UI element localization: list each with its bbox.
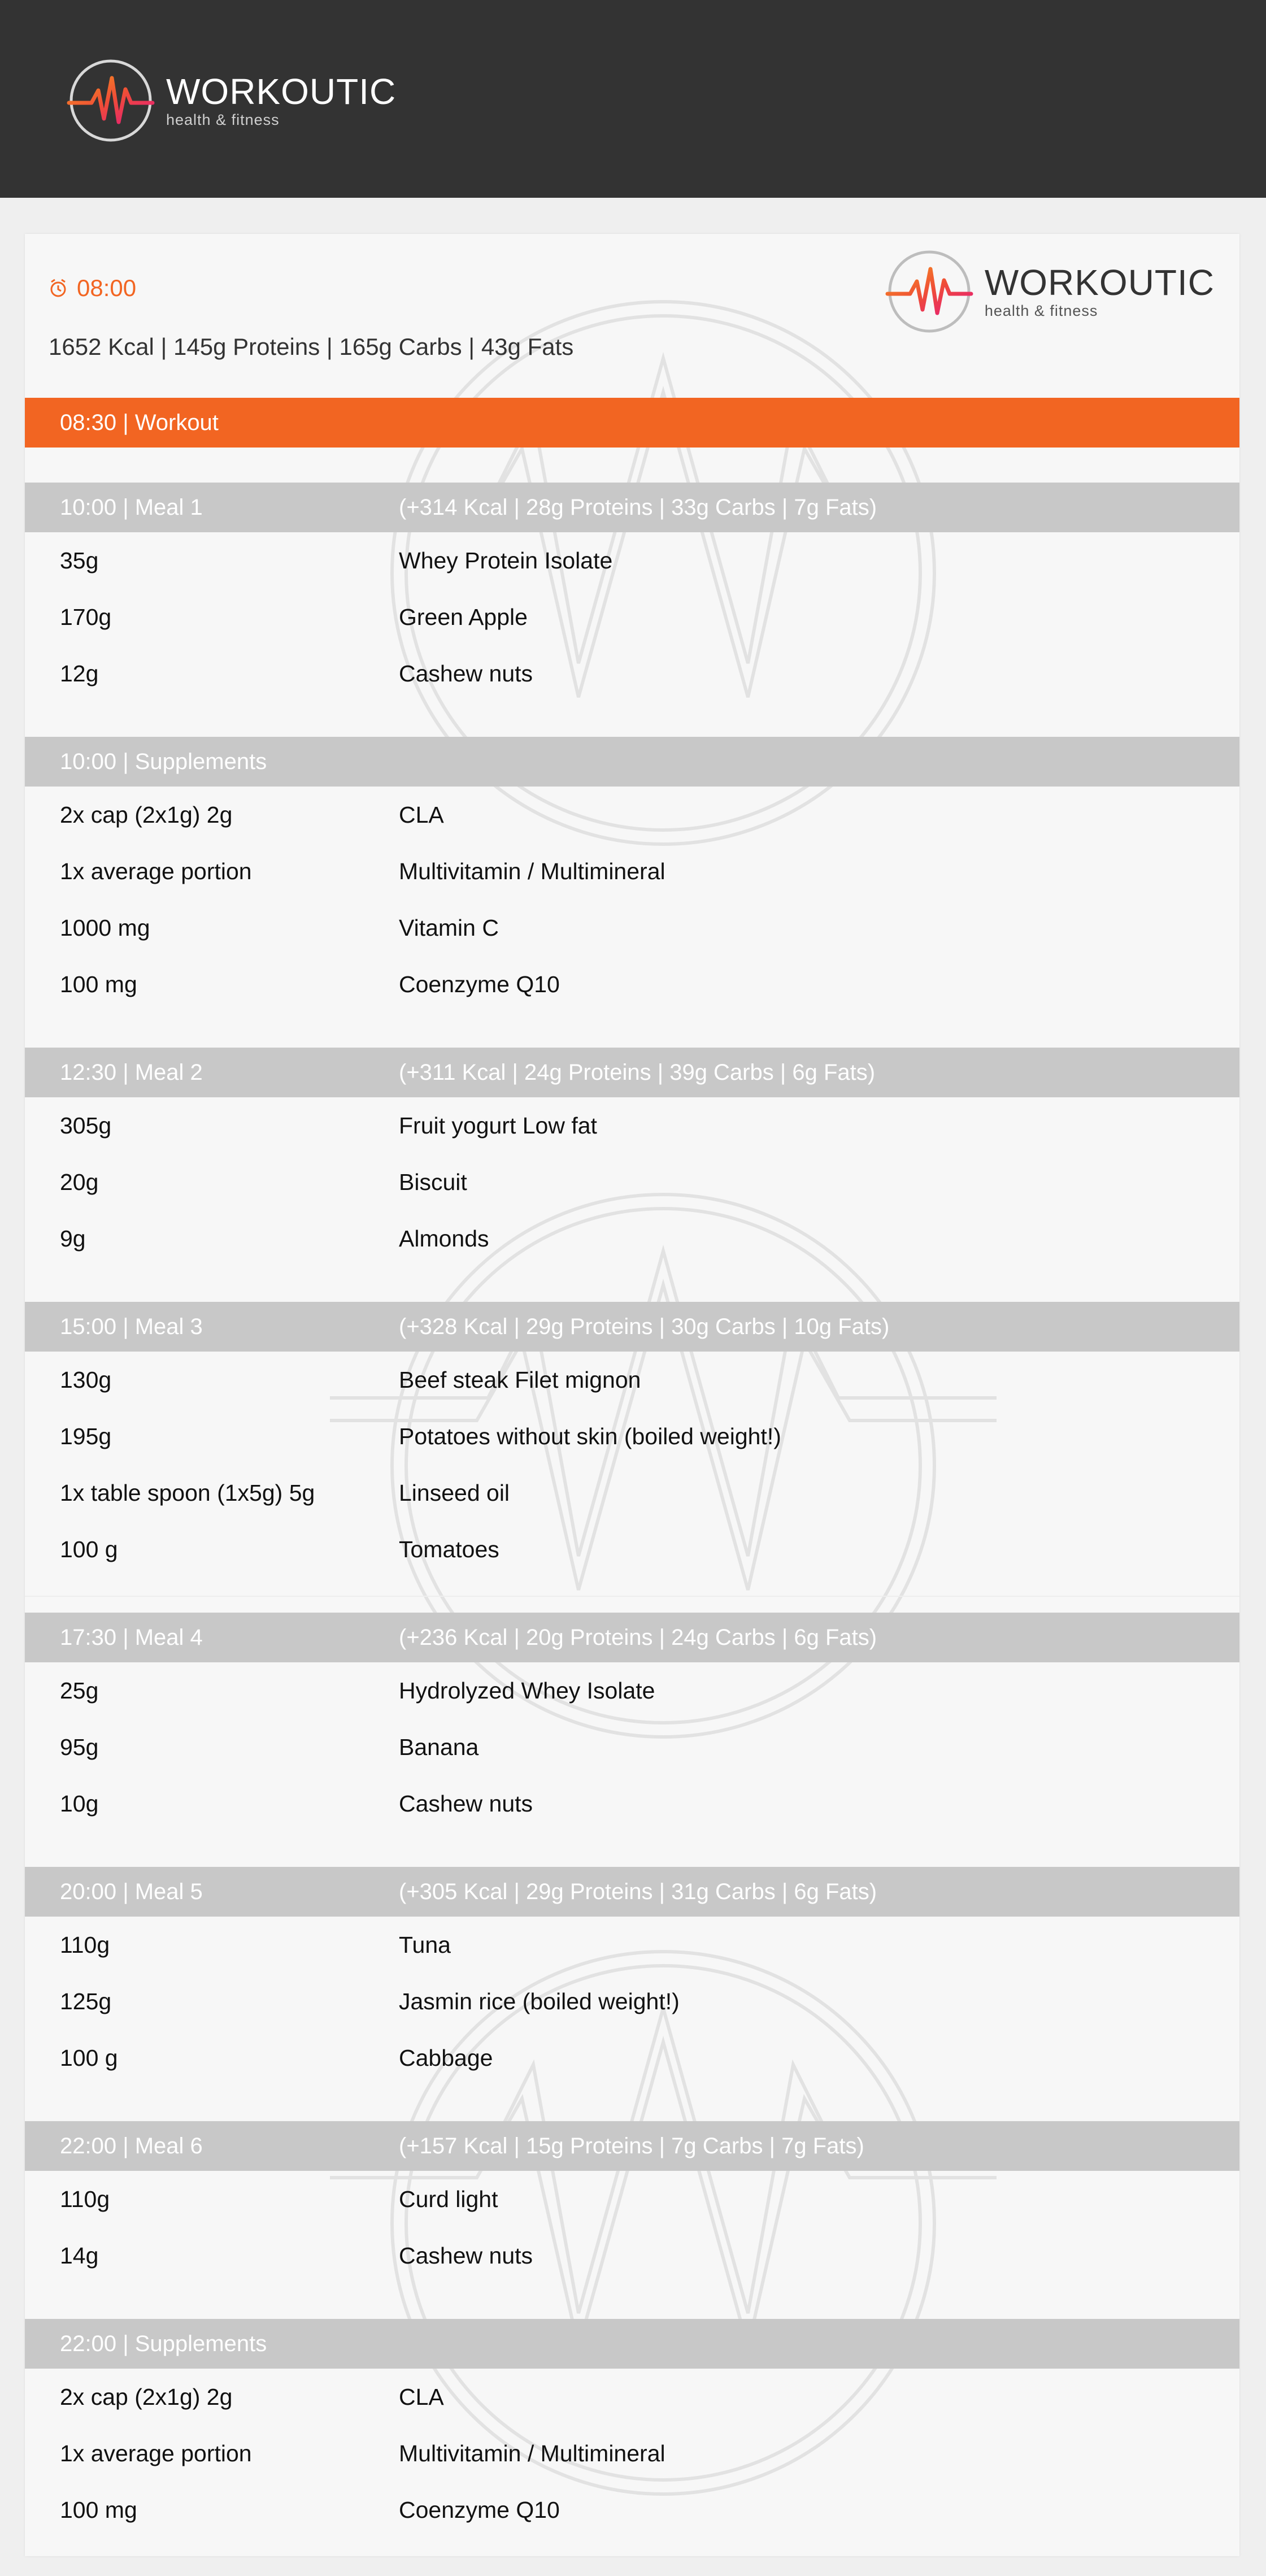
food-name: Beef steak Filet mignon [399, 1367, 641, 1393]
section-title: 17:30 | Meal 4 [60, 1625, 203, 1650]
food-amount: 35g [60, 548, 99, 574]
food-row [25, 1775, 1239, 1832]
section-header [25, 2121, 1239, 2171]
food-row [25, 2425, 1239, 2482]
food-name: Coenzyme Q10 [399, 971, 560, 997]
section-header [25, 1867, 1239, 1917]
food-row [25, 532, 1239, 589]
food-name: Cashew nuts [399, 2243, 533, 2269]
section-macros: (+305 Kcal | 29g Proteins | 31g Carbs | 6g Fats) [399, 1879, 877, 1904]
food-row [25, 787, 1239, 843]
food-amount: 130g [60, 1367, 112, 1393]
section-header [25, 1302, 1239, 1352]
food-row [25, 1465, 1239, 1521]
section-title: 12:30 | Meal 2 [60, 1060, 203, 1085]
food-name: Potatoes without skin (boiled weight!) [399, 1423, 781, 1449]
food-name: Tuna [399, 1932, 451, 1958]
food-row [25, 2171, 1239, 2227]
food-name: Cashew nuts [399, 661, 533, 687]
section-header [25, 1613, 1239, 1662]
section-title: 10:00 | Meal 1 [60, 495, 203, 520]
food-amount: 1x average portion [60, 858, 252, 884]
food-amount: 10g [60, 1791, 99, 1817]
section-title: 20:00 | Meal 5 [60, 1879, 203, 1904]
top-header-bar [0, 0, 1266, 198]
food-amount: 25g [60, 1678, 99, 1704]
brand-tagline: health & fitness [166, 111, 280, 128]
meal-section [25, 1048, 1239, 1267]
section-title: 10:00 | Supplements [60, 749, 267, 774]
alarm-clock-icon [49, 279, 68, 298]
food-amount: 2x cap (2x1g) 2g [60, 802, 233, 828]
food-name: Curd light [399, 2186, 498, 2212]
food-amount: 20g [60, 1169, 99, 1195]
food-name: Coenzyme Q10 [399, 2497, 560, 2523]
food-amount: 1000 mg [60, 915, 150, 941]
food-row [25, 1521, 1239, 1578]
brand-name: WORKOUTIC [166, 71, 397, 112]
food-amount: 14g [60, 2243, 99, 2269]
food-row [25, 1662, 1239, 1719]
section-macros: (+311 Kcal | 24g Proteins | 39g Carbs | 6g Fats) [399, 1060, 876, 1085]
food-row [25, 1210, 1239, 1267]
top-logo[interactable] [67, 57, 396, 145]
food-row [25, 2030, 1239, 2086]
food-name: Linseed oil [399, 1480, 510, 1506]
section-header [25, 737, 1239, 787]
food-amount: 100 mg [60, 971, 137, 997]
food-row [25, 645, 1239, 702]
food-name: Vitamin C [399, 915, 499, 941]
brand-name: WORKOUTIC [984, 262, 1215, 303]
food-amount: 195g [60, 1423, 112, 1449]
food-name: Hydrolyzed Whey Isolate [399, 1678, 655, 1704]
workoutic-logo-icon [885, 247, 973, 336]
section-macros: (+314 Kcal | 28g Proteins | 33g Carbs | 7g Fats) [399, 495, 877, 520]
divider [25, 1596, 1239, 1597]
section-title: 15:00 | Meal 3 [60, 1314, 203, 1339]
meal-section [25, 483, 1239, 702]
section-title: 22:00 | Meal 6 [60, 2134, 203, 2158]
supplements-section [25, 2319, 1239, 2538]
food-row [25, 2227, 1239, 2284]
section-header [25, 1048, 1239, 1097]
supplements-section [25, 737, 1239, 1013]
food-row [25, 2482, 1239, 2538]
meal-section [25, 1302, 1239, 1578]
food-name: CLA [399, 2384, 444, 2410]
food-amount: 100 g [60, 2045, 118, 2071]
food-row [25, 1408, 1239, 1465]
food-row [25, 843, 1239, 900]
daily-summary: 1652 Kcal | 145g Proteins | 165g Carbs | 43g Fats [49, 333, 574, 360]
food-name: Green Apple [399, 604, 528, 630]
section-title: 22:00 | Supplements [60, 2331, 267, 2356]
brand-tagline: health & fitness [984, 302, 1098, 319]
food-amount: 125g [60, 1988, 112, 2014]
workout-bar [25, 398, 1239, 448]
food-amount: 2x cap (2x1g) 2g [60, 2384, 233, 2410]
food-row [25, 2369, 1239, 2425]
food-amount: 1x average portion [60, 2440, 252, 2466]
food-name: Multivitamin / Multimineral [399, 858, 665, 884]
food-name: Biscuit [399, 1169, 467, 1195]
food-row [25, 900, 1239, 956]
food-name: Almonds [399, 1226, 489, 1252]
food-name: Tomatoes [399, 1536, 499, 1562]
meal-section [25, 2121, 1239, 2284]
food-row [25, 1719, 1239, 1775]
section-header [25, 483, 1239, 532]
food-row [25, 1352, 1239, 1408]
food-amount: 100 mg [60, 2497, 137, 2523]
food-amount: 1x table spoon (1x5g) 5g [60, 1480, 315, 1506]
card-logo [885, 247, 1215, 336]
food-name: Jasmin rice (boiled weight!) [399, 1988, 680, 2014]
food-row [25, 589, 1239, 645]
food-name: Banana [399, 1734, 479, 1760]
food-row [25, 956, 1239, 1013]
meal-section [25, 1867, 1239, 2086]
food-name: Fruit yogurt Low fat [399, 1113, 597, 1139]
start-time-value: 08:00 [77, 275, 137, 301]
food-amount: 170g [60, 604, 112, 630]
food-amount: 12g [60, 661, 99, 687]
food-row [25, 1154, 1239, 1210]
food-amount: 110g [60, 2186, 110, 2212]
food-amount: 110g [60, 1932, 110, 1958]
meal-section [25, 1613, 1239, 1832]
food-row [25, 1097, 1239, 1154]
food-amount: 100 g [60, 1536, 118, 1562]
food-name: CLA [399, 802, 444, 828]
food-row [25, 1917, 1239, 1973]
workoutic-logo-icon [67, 57, 155, 145]
nutrition-plan-card [25, 234, 1239, 2556]
section-macros: (+157 Kcal | 15g Proteins | 7g Carbs | 7g Fats) [399, 2134, 864, 2158]
food-amount: 9g [60, 1226, 86, 1252]
food-name: Whey Protein Isolate [399, 548, 613, 574]
section-header [25, 2319, 1239, 2369]
food-name: Cashew nuts [399, 1791, 533, 1817]
food-name: Cabbage [399, 2045, 493, 2071]
section-macros: (+236 Kcal | 20g Proteins | 24g Carbs | 6g Fats) [399, 1625, 877, 1650]
start-time [49, 275, 136, 302]
food-name: Multivitamin / Multimineral [399, 2440, 665, 2466]
workout-label: 08:30 | Workout [60, 410, 219, 435]
food-amount: 305g [60, 1113, 112, 1139]
section-macros: (+328 Kcal | 29g Proteins | 30g Carbs | 10g Fats) [399, 1314, 890, 1339]
food-amount: 95g [60, 1734, 99, 1760]
food-row [25, 1973, 1239, 2030]
